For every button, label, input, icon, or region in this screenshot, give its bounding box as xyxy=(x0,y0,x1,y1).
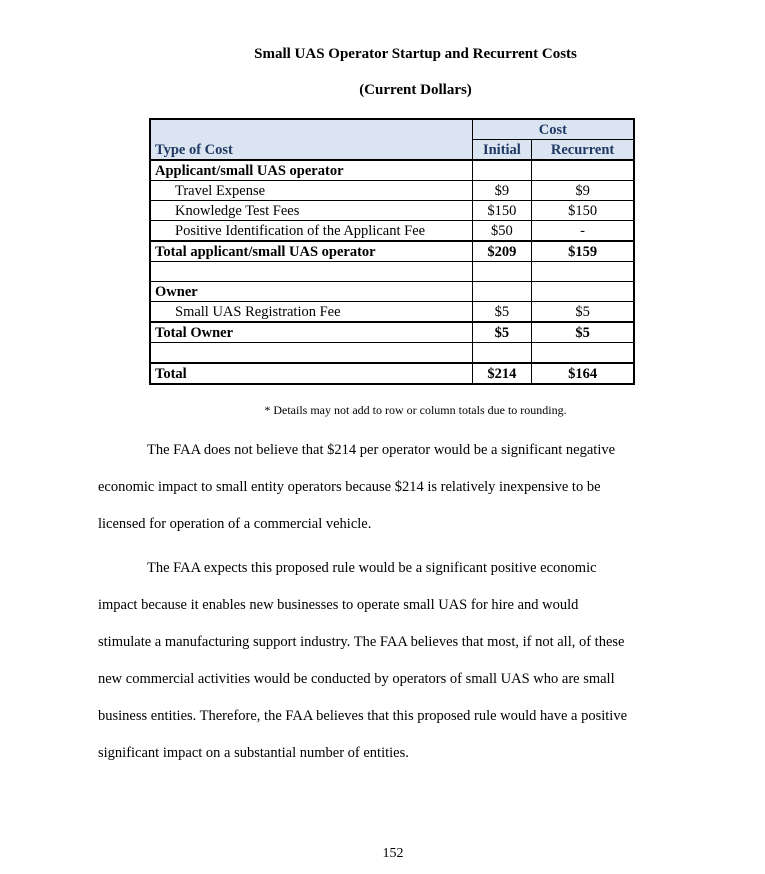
row-label: Knowledge Test Fees xyxy=(150,201,472,221)
table-total-row xyxy=(150,322,634,343)
recurrent-cell: $5 xyxy=(532,302,634,323)
recurrent-cell xyxy=(532,160,634,181)
total-label: Total Owner xyxy=(150,322,472,343)
total-initial: $5 xyxy=(472,322,531,343)
paragraph-line: new commercial activities would be conducted by operators of small UAS who are small xyxy=(98,671,615,687)
paragraph-line: impact because it enables new businesses to operate small UAS for hire and would xyxy=(98,597,579,613)
table-spacer-row xyxy=(150,262,634,282)
table-row xyxy=(150,221,634,242)
total-recurrent: $159 xyxy=(532,241,634,262)
initial-cell xyxy=(472,160,531,181)
header-cost-group: Cost xyxy=(472,119,634,140)
row-label: Travel Expense xyxy=(150,181,472,201)
spacer-cell xyxy=(150,262,472,282)
paragraph-line: significant impact on a substantial number of entities. xyxy=(98,745,409,761)
page-number: 152 xyxy=(382,846,404,861)
table-total-row xyxy=(150,241,634,262)
table-row xyxy=(150,302,634,323)
header-type-of-cost: Type of Cost xyxy=(150,140,472,161)
table-spacer-row xyxy=(150,343,634,364)
paragraph-line: The FAA expects this proposed rule would be a significant positive economic xyxy=(147,560,597,576)
table-row xyxy=(150,160,634,181)
table-row xyxy=(150,201,634,221)
cost-table xyxy=(149,118,635,385)
paragraph-line: stimulate a manufacturing support industry. The FAA believes that most, if not all, of these xyxy=(98,634,625,650)
initial-cell: $9 xyxy=(472,181,531,201)
spacer-cell xyxy=(472,343,531,364)
section-heading: Owner xyxy=(150,282,472,302)
paragraph-line: economic impact to small entity operators because $214 is relatively inexpensive to be xyxy=(98,479,601,495)
total-label: Total applicant/small UAS operator xyxy=(150,241,472,262)
recurrent-cell: $150 xyxy=(532,201,634,221)
body-paragraph xyxy=(98,432,678,543)
header-blank-cell xyxy=(150,119,472,140)
recurrent-cell xyxy=(532,282,634,302)
paragraph-line: The FAA does not believe that $214 per operator would be a significant negative xyxy=(147,442,616,458)
initial-cell: $5 xyxy=(472,302,531,323)
table-title: Small UAS Operator Startup and Recurrent Costs xyxy=(254,46,577,62)
table-row xyxy=(150,282,634,302)
table-header-row-2 xyxy=(150,140,634,161)
spacer-cell xyxy=(532,343,634,364)
table-subtitle: (Current Dollars) xyxy=(359,82,472,98)
spacer-cell xyxy=(472,262,531,282)
table-row xyxy=(150,181,634,201)
row-label: Small UAS Registration Fee xyxy=(150,302,472,323)
total-initial: $209 xyxy=(472,241,531,262)
spacer-cell xyxy=(150,343,472,364)
recurrent-cell: $9 xyxy=(532,181,634,201)
row-label: Positive Identification of the Applicant Fee xyxy=(150,221,472,242)
recurrent-cell: - xyxy=(532,221,634,242)
table-grand-total-row xyxy=(150,363,634,384)
section-heading: Applicant/small UAS operator xyxy=(150,160,472,181)
table-footnote: * Details may not add to row or column totals due to rounding. xyxy=(264,403,567,417)
table-header-row-1 xyxy=(150,119,634,140)
spacer-cell xyxy=(532,262,634,282)
initial-cell: $50 xyxy=(472,221,531,242)
total-recurrent: $5 xyxy=(532,322,634,343)
initial-cell xyxy=(472,282,531,302)
header-recurrent: Recurrent xyxy=(532,140,634,161)
paragraph-line: licensed for operation of a commercial vehicle. xyxy=(98,516,372,532)
grand-total-recurrent: $164 xyxy=(532,363,634,384)
initial-cell: $150 xyxy=(472,201,531,221)
paragraph-line: business entities. Therefore, the FAA believes that this proposed rule would have a positive xyxy=(98,708,628,724)
grand-total-initial: $214 xyxy=(472,363,531,384)
grand-total-label: Total xyxy=(150,363,472,384)
header-initial: Initial xyxy=(472,140,531,161)
body-paragraph xyxy=(98,550,678,772)
